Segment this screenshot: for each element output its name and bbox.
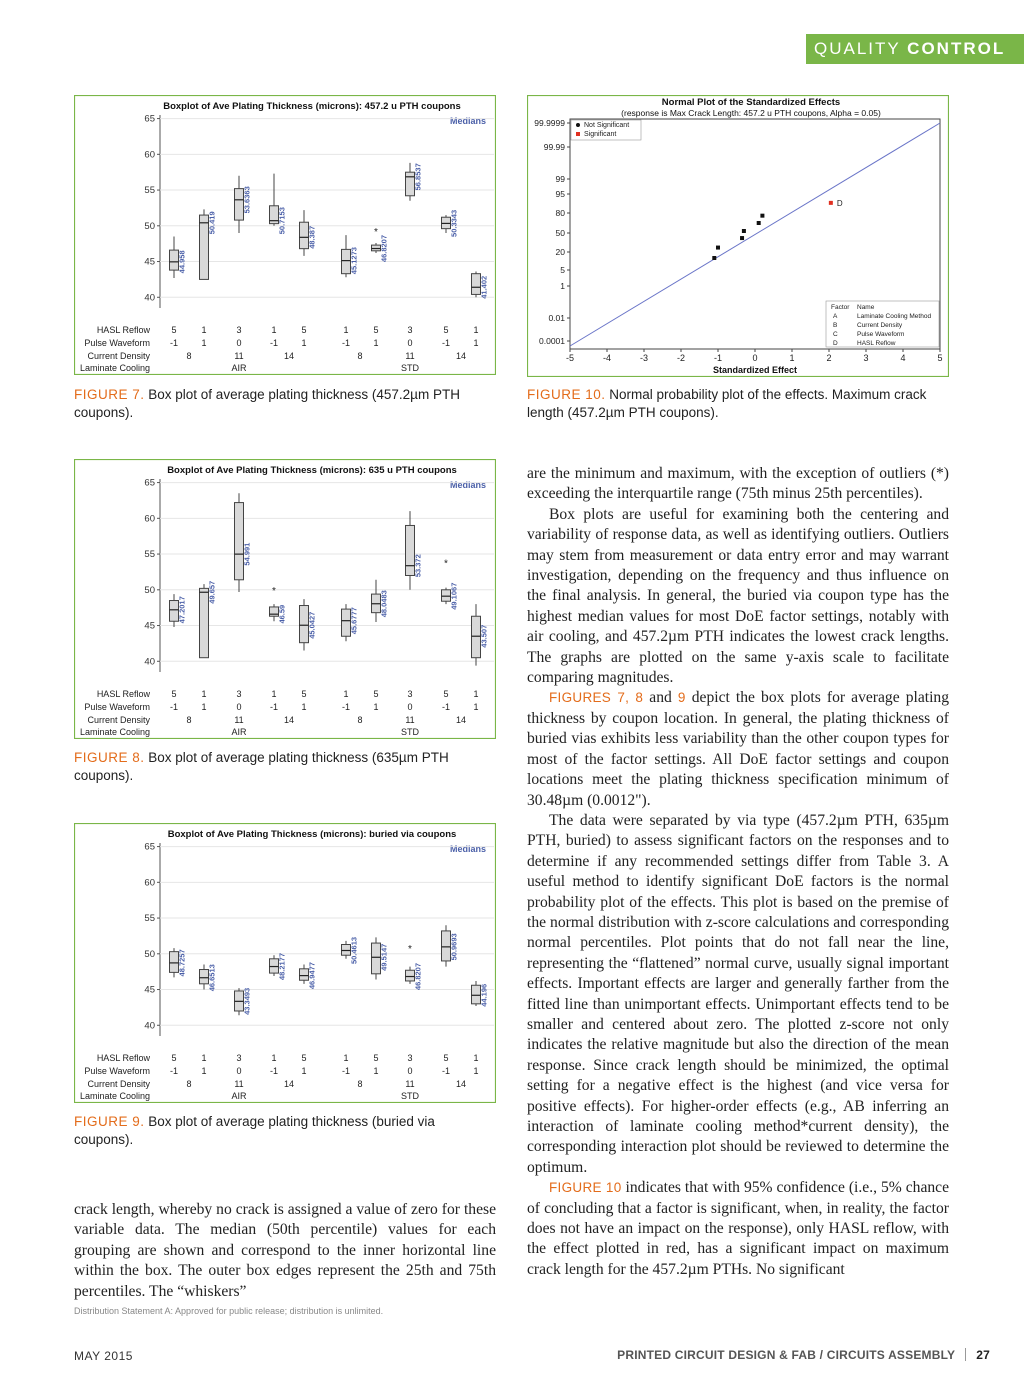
pulse-value: 1 (201, 1066, 207, 1076)
factor-header: Factor (831, 304, 850, 311)
median-label: 50.4613 (349, 936, 359, 965)
pulse-value: -1 (169, 702, 179, 712)
y-tick-label: 95 (555, 189, 565, 199)
outlier-marker: * (374, 226, 378, 238)
density-value: 14 (455, 715, 467, 725)
y-tick-label: 60 (144, 513, 155, 525)
normal-probability-chart (527, 95, 949, 377)
figure-7-caption (74, 386, 484, 422)
hasl-value: 5 (443, 1053, 449, 1063)
hasl-value: 3 (236, 689, 242, 699)
pulse-value: 1 (201, 702, 207, 712)
y-tick-label: 40 (144, 656, 155, 668)
median-label: 43.507 (479, 624, 489, 648)
hasl-value: 5 (171, 325, 177, 335)
hasl-value: 3 (407, 689, 413, 699)
magazine-name: PRINTED CIRCUIT DESIGN & FAB / CIRCUITS ASSEMBLY (617, 1348, 956, 1362)
median-label: 44.196 (479, 983, 489, 1007)
boxplot-chart (74, 823, 496, 1103)
y-tick-label: 50 (144, 584, 155, 596)
y-tick-label: 65 (144, 113, 155, 125)
median-label: 44.958 (177, 250, 187, 274)
pulse-value: 0 (236, 1066, 242, 1076)
chart-subtitle: (response is Max Crack Length: 457.2 u PTH coupons, Alpha = 0.05) (621, 108, 881, 118)
density-value: 8 (186, 351, 192, 361)
caption-text: Box plot of average plating thickness (457.2µm PTH coupons). (74, 387, 460, 420)
median-label: 46.9477 (307, 962, 317, 990)
box (235, 503, 244, 580)
boxplot-chart (74, 459, 496, 739)
cooling-value: AIR (231, 1091, 247, 1101)
chart-title: Boxplot of Ave Plating Thickness (microns): buried via coupons (167, 829, 457, 840)
outlier-marker: * (444, 558, 448, 570)
text-run: indicates that with 95% confidence (i.e., 5% chance of concluding that a factor is significant, when, in reality, the factor does not have an impact on the response), only HASL reflow, with the effect plotted in red, has a significant impact on maximum crack length for the 457.2µm PTHs. No significant (527, 1179, 950, 1278)
median-label: 46.59 (277, 604, 287, 624)
cooling-value: STD (401, 363, 419, 373)
y-tick-label: 0.0001 (539, 336, 565, 346)
density-value: 11 (234, 351, 244, 361)
y-tick-label: 65 (144, 841, 155, 853)
y-tick-label: 99.9999 (534, 118, 565, 128)
legend-label: Medians (449, 116, 486, 126)
outlier-marker: * (408, 944, 412, 956)
caption-text: Box plot of average plating thickness (buried via coupons). (74, 1114, 435, 1147)
figure-10-caption (527, 386, 952, 422)
y-tick-label: 60 (144, 877, 155, 889)
factor-row-label: Current Density (87, 1079, 150, 1089)
page-number: 27 (976, 1348, 990, 1362)
factor-row-label: Laminate Cooling (79, 727, 150, 737)
point (712, 256, 716, 260)
banner-bold-text: CONTROL (907, 39, 1006, 58)
factor-row-label: Pulse Waveform (84, 702, 150, 712)
hasl-value: 1 (473, 689, 479, 699)
hasl-value: 3 (236, 325, 242, 335)
pulse-value: -1 (341, 702, 351, 712)
legend-label: Not Significant (584, 122, 630, 129)
x-tick-label: -1 (713, 353, 723, 363)
distribution-statement: Distribution Statement A: Approved for public release; distribution is unlimited. (74, 1306, 384, 1316)
point (757, 221, 761, 225)
pulse-value: 1 (301, 1066, 307, 1076)
median-label: 53.6363 (242, 186, 252, 214)
hasl-value: 5 (373, 1053, 379, 1063)
factor-row-label: HASL Reflow (96, 689, 150, 699)
density-value: 8 (186, 1079, 192, 1089)
footer-magazine (617, 1348, 990, 1362)
hasl-value: 5 (443, 689, 449, 699)
median-label: 56.8537 (413, 163, 423, 191)
pulse-value: 0 (407, 702, 413, 712)
hasl-value: 1 (343, 325, 349, 335)
name-header: Name (857, 304, 875, 311)
median-label: 41.402 (479, 275, 489, 299)
y-tick-label: 45 (144, 256, 155, 268)
density-value: 14 (283, 1079, 295, 1089)
x-tick-label: -5 (565, 353, 575, 363)
point (742, 229, 746, 233)
pulse-value: 1 (301, 338, 307, 348)
caption-text: Box plot of average plating thickness (635µm PTH coupons). (74, 750, 449, 783)
median-label: 46.6513 (207, 964, 217, 992)
density-value: 11 (405, 715, 415, 725)
chart-title: Normal Plot of the Standardized Effects (661, 97, 841, 108)
figure-label: FIGURE 8. (74, 750, 145, 765)
factor-code: D (833, 340, 838, 347)
hasl-value: 5 (373, 689, 379, 699)
hasl-value: 1 (271, 689, 277, 699)
factor-row-label: Current Density (87, 351, 150, 361)
hasl-value: 1 (201, 689, 207, 699)
point (716, 246, 720, 250)
figure-8-caption (74, 749, 484, 785)
pulse-value: 1 (201, 338, 207, 348)
hasl-value: 5 (171, 689, 177, 699)
median-label: 49.1067 (449, 582, 459, 610)
factor-code: B (833, 322, 838, 329)
pulse-value: -1 (269, 702, 279, 712)
footer-date: MAY 2015 (74, 1349, 133, 1363)
figure-9-caption (74, 1113, 484, 1149)
section-banner (806, 34, 1024, 64)
y-tick-label: 1 (560, 281, 565, 291)
right-column-text (527, 464, 949, 1280)
x-tick-label: 3 (863, 353, 869, 363)
pulse-value: -1 (169, 338, 179, 348)
y-tick-label: 50 (144, 948, 155, 960)
figure-7-boxplot (74, 95, 496, 375)
footer-divider (965, 1348, 966, 1361)
factor-name: Laminate Cooling Method (857, 313, 932, 320)
figure-9-boxplot (74, 823, 496, 1103)
pulse-value: 1 (373, 1066, 379, 1076)
pulse-value: -1 (341, 1066, 351, 1076)
hasl-value: 5 (171, 1053, 177, 1063)
median-label: 48.2177 (277, 952, 287, 981)
y-tick-label: 55 (144, 185, 155, 197)
pulse-value: 1 (473, 338, 479, 348)
y-tick-label: 50 (144, 220, 155, 232)
pulse-value: -1 (269, 338, 279, 348)
figure-8-boxplot (74, 459, 496, 739)
factor-name: HASL Reflow (857, 340, 896, 347)
y-tick-label: 45 (144, 984, 155, 996)
hasl-value: 3 (407, 325, 413, 335)
density-value: 11 (234, 1079, 244, 1089)
factor-row-label: Pulse Waveform (84, 338, 150, 348)
y-tick-label: 55 (144, 913, 155, 925)
chart-title: Boxplot of Ave Plating Thickness (microns): 635 u PTH coupons (167, 465, 457, 476)
factor-code: A (833, 313, 838, 320)
factor-row-label: Pulse Waveform (84, 1066, 150, 1076)
hasl-value: 5 (301, 689, 307, 699)
factor-row-label: Laminate Cooling (79, 363, 150, 373)
x-tick-label: 4 (900, 353, 906, 363)
density-value: 11 (405, 1079, 415, 1089)
median-label: 46.8207 (413, 962, 423, 991)
median-label: 48.0483 (379, 590, 389, 618)
legend-label: Medians (449, 480, 486, 490)
factor-row-label: Current Density (87, 715, 150, 725)
hasl-value: 5 (443, 325, 449, 335)
hasl-value: 1 (343, 1053, 349, 1063)
paragraph: crack length, whereby no crack is assigned a value of zero for these variable data. The median (50th percentile) values for each grouping are shown and correspond to the inner horizontal line within the box. The outer box edges represent the 25th and 75th percentiles. The “whiskers” (74, 1201, 496, 1300)
median-label: 50.419 (207, 211, 217, 235)
x-tick-label: -2 (676, 353, 686, 363)
median-label: 50.3343 (449, 209, 459, 237)
figure-reference[interactable]: FIGURE 10 (549, 1180, 622, 1196)
y-tick-label: 99.99 (543, 142, 565, 152)
cooling-value: STD (401, 1091, 419, 1101)
pulse-value: -1 (441, 338, 451, 348)
density-value: 14 (283, 715, 295, 725)
pulse-value: -1 (169, 1066, 179, 1076)
y-tick-label: 0.01 (548, 313, 565, 323)
y-tick-label: 65 (144, 477, 155, 489)
pulse-value: -1 (269, 1066, 279, 1076)
median-label: 48.387 (307, 225, 317, 249)
figure-label: FIGURE 7. (74, 387, 145, 402)
paragraph: The data were separated by via type (457.2µm PTH, 635µm PTH, buried) to assess significant factors on the responses and to determine if any recommended settings differ from Table 3. A useful method to identify significant DoE factors is the normal probability plot of the effects. This plot is based on the premise of the normal distribution with z-score calculations and corresponding normal percentiles. Plot points that do not fall near the line, representing the “flattened” normal curve, usually signal important effects. Important effects are larger and generally farther from the fitted line than unimportant effects. Unimportant effects tend to be smaller and centered about zero. The plotted z-score not only indicates the relative magnitude but also the direction of the mean response. Since crack length should be minimized, the optimal setting for a negative effect is the highest (and vice versa for positive effects). For higher-order effects (e.g., AB inferring an interaction of laminate cooling method*current density), the corresponding interaction plot should be reviewed to determine the optimum. (527, 811, 949, 1176)
figure-label: FIGURE 10. (527, 387, 606, 402)
density-value: 8 (357, 715, 363, 725)
median-label: 50.9693 (449, 933, 459, 961)
cooling-value: AIR (231, 363, 247, 373)
y-tick-label: 45 (144, 620, 155, 632)
paragraph (527, 1178, 949, 1280)
y-tick-label: 5 (560, 265, 565, 275)
hasl-value: 5 (301, 325, 307, 335)
x-tick-label: -3 (639, 353, 649, 363)
paragraph: are the minimum and maximum, with the exception of outliers (*) exceeding the interquartile range (75th minus 25th percentiles). (527, 465, 949, 503)
y-tick-label: 55 (144, 549, 155, 561)
paragraph: Box plots are useful for examining both the centering and variability of response data, as well as identifying outliers. Outliers may stem from measurement or data entry error and may warrant investigation, depending on the frequency and thus influence on the final analysis. In general, the buried via coupon type has the highest median values for most DoE factor settings, notably with air cooling, and 457.2µm PTH indicates the lowest crack lengths. The graphs are plotted on the same y-axis scale to facilitate comparing magnitudes. (527, 505, 949, 687)
median-label: 49.657 (207, 580, 217, 604)
x-tick-label: 2 (826, 353, 832, 363)
cooling-value: AIR (231, 727, 247, 737)
median-label: 47.2017 (177, 596, 187, 624)
banner-light-text: QUALITY (814, 39, 901, 58)
median-label: 45.6777 (349, 607, 359, 635)
hasl-value: 1 (271, 325, 277, 335)
factor-row-label: Laminate Cooling (79, 1091, 150, 1101)
outlier-marker: * (272, 585, 276, 597)
point (740, 236, 744, 240)
legend-marker-significant (576, 132, 580, 136)
density-value: 11 (234, 715, 244, 725)
hasl-value: 1 (473, 325, 479, 335)
pulse-value: 1 (301, 702, 307, 712)
median-label: 50.7153 (277, 207, 287, 235)
legend-label: Significant (584, 131, 617, 138)
pulse-value: -1 (441, 702, 451, 712)
y-tick-label: 20 (555, 247, 565, 257)
y-tick-label: 99 (555, 174, 565, 184)
y-tick-label: 40 (144, 1020, 155, 1032)
figure-10-normal-plot (527, 95, 949, 377)
hasl-value: 3 (236, 1053, 242, 1063)
pulse-value: 0 (407, 338, 413, 348)
text-run: depict the box plots for average plating thickness by coupon location. In general, the plating thickness of buried vias exhibits less variability than the other coupon types for most of the factor settings. All DoE factor settings and coupon locations meet the plating thickness specification minimum of 30.48µm (0.0012"). (527, 689, 950, 809)
density-value: 11 (405, 351, 415, 361)
pulse-value: 0 (236, 702, 242, 712)
density-value: 8 (357, 351, 363, 361)
hasl-value: 3 (407, 1053, 413, 1063)
chart-title: Boxplot of Ave Plating Thickness (microns): 457.2 u PTH coupons (163, 101, 461, 112)
y-tick-label: 60 (144, 149, 155, 161)
median-label: 49.5147 (379, 943, 389, 971)
x-tick-label: 5 (937, 353, 943, 363)
significant-point (829, 201, 833, 205)
median-label: 54.991 (242, 542, 252, 566)
x-tick-label: -4 (602, 353, 612, 363)
density-value: 14 (283, 351, 295, 361)
pulse-value: 1 (373, 338, 379, 348)
density-value: 8 (186, 715, 192, 725)
boxplot-chart (74, 95, 496, 375)
point (760, 214, 764, 218)
median-label: 43.3493 (242, 987, 252, 1015)
pulse-value: 0 (236, 338, 242, 348)
left-column-text (74, 1200, 496, 1302)
median-label: 48.7257 (177, 949, 187, 977)
density-value: 14 (455, 351, 467, 361)
paragraph (527, 688, 949, 810)
hasl-value: 1 (201, 325, 207, 335)
figure-reference[interactable]: 9 (677, 690, 686, 706)
median-label: 45.0427 (307, 611, 317, 639)
factor-name: Current Density (857, 322, 903, 329)
y-tick-label: 40 (144, 292, 155, 304)
factor-row-label: HASL Reflow (96, 325, 150, 335)
pulse-value: 0 (407, 1066, 413, 1076)
hasl-value: 5 (301, 1053, 307, 1063)
density-value: 8 (357, 1079, 363, 1089)
median-label: 46.8207 (379, 234, 389, 263)
pulse-value: 1 (473, 1066, 479, 1076)
pulse-value: -1 (441, 1066, 451, 1076)
pulse-value: -1 (341, 338, 351, 348)
text-run: and (643, 689, 678, 707)
legend-label: Medians (449, 844, 486, 854)
y-tick-label: 50 (555, 228, 565, 238)
median-label: 53.372 (413, 554, 423, 578)
pulse-value: 1 (473, 702, 479, 712)
factor-name: Pulse Waveform (857, 331, 905, 338)
hasl-value: 1 (473, 1053, 479, 1063)
caption-text: Normal probability plot of the effects. Maximum crack length (457.2µm PTH coupons). (527, 387, 927, 420)
hasl-value: 1 (271, 1053, 277, 1063)
density-value: 14 (455, 1079, 467, 1089)
hasl-value: 1 (343, 689, 349, 699)
hasl-value: 1 (201, 1053, 207, 1063)
factor-row-label: HASL Reflow (96, 1053, 150, 1063)
x-tick-label: 0 (752, 353, 758, 363)
figure-label: FIGURE 9. (74, 1114, 145, 1129)
hasl-value: 5 (373, 325, 379, 335)
legend-marker-not-significant (576, 123, 580, 127)
y-tick-label: 80 (555, 208, 565, 218)
x-tick-label: 1 (789, 353, 795, 363)
x-axis-label: Standardized Effect (712, 365, 798, 375)
factor-code: C (833, 331, 838, 338)
cooling-value: STD (401, 727, 419, 737)
pulse-value: 1 (373, 702, 379, 712)
figure-reference[interactable]: FIGURES 7, 8 (549, 690, 644, 706)
median-label: 45.1273 (349, 247, 359, 275)
point-label: D (836, 198, 843, 208)
